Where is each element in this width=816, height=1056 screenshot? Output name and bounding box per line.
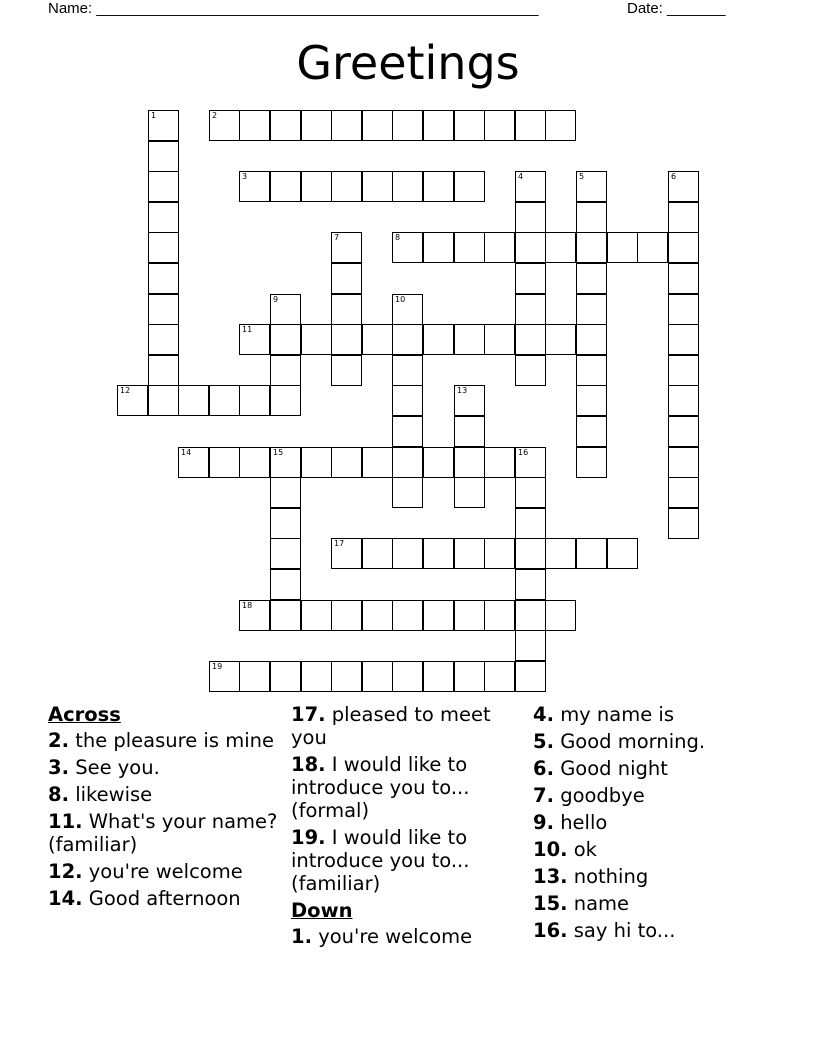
grid-cell[interactable] [515,477,546,508]
grid-cell[interactable] [270,477,301,508]
grid-cell[interactable] [515,538,546,569]
clue-number-label: 8. [48,783,69,806]
clue-number: 9 [273,295,279,304]
clue-text: I would like to introduce you to...(familiar) [291,826,470,895]
clue-text: Good morning. [560,730,706,753]
grid-cell[interactable] [668,508,699,539]
grid-cell[interactable] [423,110,454,141]
grid-cell[interactable] [668,477,699,508]
grid-cell[interactable] [392,232,423,263]
clue-number-label: 5. [533,730,554,753]
clue-text: ok [573,838,597,861]
grid-cell[interactable] [239,324,270,355]
grid-cell[interactable] [392,538,423,569]
grid-cell[interactable] [270,569,301,600]
down-clue [533,730,769,753]
grid-cell[interactable] [607,232,638,263]
grid-cell[interactable] [607,538,638,569]
clue-text: name [573,892,630,915]
grid-cell[interactable] [362,324,393,355]
grid-cell[interactable] [178,385,209,416]
grid-cell[interactable] [392,355,423,386]
grid-cell[interactable] [270,447,301,478]
clue-number-label: 7. [533,784,554,807]
grid-cell[interactable] [576,263,607,294]
grid-cell[interactable] [668,447,699,478]
clue-number: 17 [334,539,345,548]
down-clue [533,892,769,915]
grid-cell[interactable] [515,232,546,263]
clue-text: likewise [75,783,153,806]
clue-text: you're welcome [318,925,473,948]
grid-cell[interactable] [301,324,332,355]
grid-cell[interactable] [454,110,485,141]
grid-cell[interactable] [331,447,362,478]
across-clue [48,810,284,856]
grid-cell[interactable] [392,385,423,416]
grid-cell[interactable] [454,477,485,508]
grid-cell[interactable] [239,171,270,202]
grid-cell[interactable] [148,202,179,233]
name-field-line: Name: _____________________________________________________ [48,0,539,17]
grid-cell[interactable] [668,202,699,233]
clue-number-label: 10. [533,838,568,861]
grid-cell[interactable] [148,355,179,386]
grid-cell[interactable] [148,232,179,263]
grid-cell[interactable] [392,477,423,508]
clue-number-label: 9. [533,811,554,834]
across-clue [48,729,284,752]
down-clue [533,703,769,726]
grid-cell[interactable] [454,324,485,355]
clue-number: 16 [518,448,529,457]
grid-cell[interactable] [576,171,607,202]
grid-cell[interactable] [484,600,515,631]
down-clue [533,811,769,834]
grid-cell[interactable] [668,232,699,263]
grid-cell[interactable] [331,324,362,355]
across-clue [48,783,284,806]
grid-cell[interactable] [545,232,576,263]
across-clue [48,887,284,910]
grid-cell[interactable] [270,600,301,631]
clue-number-label: 3. [48,756,69,779]
grid-cell[interactable] [576,416,607,447]
grid-cell[interactable] [545,110,576,141]
grid-cell[interactable] [362,538,393,569]
grid-cell[interactable] [270,110,301,141]
grid-cell[interactable] [515,171,546,202]
grid-cell[interactable] [148,324,179,355]
grid-cell[interactable] [209,110,240,141]
clue-number: 8 [395,233,401,242]
clue-number-label: 13. [533,865,568,888]
grid-cell[interactable] [392,110,423,141]
grid-cell[interactable] [331,110,362,141]
grid-cell[interactable] [576,232,607,263]
grid-cell[interactable] [362,171,393,202]
grid-cell[interactable] [392,447,423,478]
grid-cell[interactable] [515,508,546,539]
clue-number-label: 2. [48,729,69,752]
grid-cell[interactable] [209,447,240,478]
grid-cell[interactable] [392,171,423,202]
grid-cell[interactable] [270,171,301,202]
clue-text: What's your name? (familiar) [48,810,278,856]
across-heading: Across [48,703,121,726]
across-clue [48,860,284,883]
clue-number-label: 17. [291,703,326,726]
across-clue [291,753,527,822]
clue-text: you're welcome [88,860,243,883]
grid-cell[interactable] [484,538,515,569]
grid-cell[interactable] [576,294,607,325]
grid-cell[interactable] [148,110,179,141]
clue-text: Good night [560,757,668,780]
grid-cell[interactable] [668,294,699,325]
grid-cell[interactable] [454,232,485,263]
grid-cell[interactable] [270,661,301,692]
clue-text: goodbye [560,784,645,807]
grid-cell[interactable] [576,355,607,386]
grid-cell[interactable] [576,385,607,416]
grid-cell[interactable] [239,447,270,478]
clue-number-label: 12. [48,860,83,883]
down-clue [533,784,769,807]
grid-cell[interactable] [668,171,699,202]
clue-number-label: 6. [533,757,554,780]
clue-column-3 [533,703,769,946]
grid-cell[interactable] [454,661,485,692]
clue-text: the pleasure is mine [75,729,274,752]
grid-cell[interactable] [331,263,362,294]
grid-cell[interactable] [148,171,179,202]
down-clue [533,838,769,861]
grid-cell[interactable] [668,355,699,386]
clue-text: I would like to introduce you to...(formal) [291,753,470,822]
clue-text: say hi to... [573,919,676,942]
clue-number-label: 16. [533,919,568,942]
grid-cell[interactable] [392,416,423,447]
clue-number: 11 [242,325,253,334]
grid-cell[interactable] [331,538,362,569]
grid-cell[interactable] [668,385,699,416]
grid-cell[interactable] [515,263,546,294]
grid-cell[interactable] [515,630,546,661]
grid-cell[interactable] [362,447,393,478]
grid-cell[interactable] [270,538,301,569]
grid-cell[interactable] [209,661,240,692]
grid-cell[interactable] [668,263,699,294]
grid-cell[interactable] [576,538,607,569]
down-clue [291,925,527,948]
grid-cell[interactable] [331,355,362,386]
grid-cell[interactable] [515,661,546,692]
grid-cell[interactable] [362,110,393,141]
clue-number-label: 14. [48,887,83,910]
down-clue [533,919,769,942]
grid-cell[interactable] [331,294,362,325]
date-field-line: Date: _______ [627,0,726,17]
grid-cell[interactable] [392,661,423,692]
grid-cell[interactable] [239,600,270,631]
grid-cell[interactable] [239,110,270,141]
clue-number: 4 [518,172,524,181]
grid-cell[interactable] [392,324,423,355]
across-clue [291,703,527,749]
grid-cell[interactable] [484,324,515,355]
grid-cell[interactable] [301,171,332,202]
grid-cell[interactable] [454,447,485,478]
grid-cell[interactable] [484,110,515,141]
clue-number: 5 [579,172,585,181]
clue-text: hello [560,811,608,834]
grid-cell[interactable] [270,355,301,386]
clue-number: 1 [151,111,157,120]
grid-cell[interactable] [331,661,362,692]
clue-number-label: 11. [48,810,83,833]
grid-cell[interactable] [148,263,179,294]
down-heading: Down [291,899,353,922]
grid-cell[interactable] [515,569,546,600]
across-clue [48,756,284,779]
grid-cell[interactable] [392,600,423,631]
grid-cell[interactable] [515,447,546,478]
grid-cell[interactable] [423,171,454,202]
down-clue [533,865,769,888]
grid-cell[interactable] [423,661,454,692]
grid-cell[interactable] [301,110,332,141]
grid-cell[interactable] [545,324,576,355]
down-clue [533,757,769,780]
grid-cell[interactable] [270,294,301,325]
clue-number: 12 [120,386,131,395]
clue-text: my name is [560,703,674,726]
clue-column-2 [291,703,527,952]
grid-cell[interactable] [392,294,423,325]
grid-cell[interactable] [270,385,301,416]
grid-cell[interactable] [331,600,362,631]
grid-cell[interactable] [515,324,546,355]
grid-cell[interactable] [637,232,668,263]
grid-cell[interactable] [515,202,546,233]
grid-cell[interactable] [117,385,148,416]
grid-cell[interactable] [178,447,209,478]
grid-cell[interactable] [301,661,332,692]
grid-cell[interactable] [545,600,576,631]
grid-cell[interactable] [515,600,546,631]
grid-cell[interactable] [668,416,699,447]
grid-cell[interactable] [239,661,270,692]
grid-cell[interactable] [423,600,454,631]
clue-number: 18 [242,601,253,610]
grid-cell[interactable] [484,232,515,263]
grid-cell[interactable] [576,202,607,233]
grid-cell[interactable] [423,447,454,478]
grid-cell[interactable] [515,294,546,325]
across-clue [291,826,527,895]
clue-number-label: 18. [291,753,326,776]
clue-number-label: 15. [533,892,568,915]
grid-cell[interactable] [454,416,485,447]
grid-cell[interactable] [331,232,362,263]
grid-cell[interactable] [423,324,454,355]
grid-cell[interactable] [423,538,454,569]
grid-cell[interactable] [423,232,454,263]
grid-cell[interactable] [331,171,362,202]
grid-cell[interactable] [576,324,607,355]
grid-cell[interactable] [301,600,332,631]
clue-text: pleased to meet you [291,703,491,749]
grid-cell[interactable] [148,385,179,416]
clue-number: 13 [457,386,468,395]
grid-cell[interactable] [668,324,699,355]
grid-cell[interactable] [209,385,240,416]
grid-cell[interactable] [454,538,485,569]
grid-cell[interactable] [270,508,301,539]
grid-cell[interactable] [454,385,485,416]
grid-cell[interactable] [545,538,576,569]
clue-number: 6 [671,172,677,181]
clue-number: 3 [242,172,248,181]
clue-text: nothing [573,865,649,888]
grid-cell[interactable] [454,171,485,202]
clue-column-1 [48,703,284,914]
clue-number-label: 19. [291,826,326,849]
clue-number-label: 1. [291,925,312,948]
grid-cell[interactable] [515,355,546,386]
grid-cell[interactable] [576,447,607,478]
clue-text: Good afternoon [88,887,241,910]
grid-cell[interactable] [484,447,515,478]
grid-cell[interactable] [362,661,393,692]
grid-cell[interactable] [454,600,485,631]
clue-number: 19 [212,662,223,671]
grid-cell[interactable] [301,447,332,478]
clue-number-label: 4. [533,703,554,726]
grid-cell[interactable] [362,600,393,631]
clue-number: 15 [273,448,284,457]
grid-cell[interactable] [148,294,179,325]
clue-number: 7 [334,233,340,242]
clue-text: See you. [75,756,160,779]
grid-cell[interactable] [239,385,270,416]
grid-cell[interactable] [148,141,179,172]
clue-number: 14 [181,448,192,457]
puzzle-title: Greetings [296,36,520,90]
clue-number: 2 [212,111,218,120]
clue-number: 10 [395,295,406,304]
grid-cell[interactable] [270,324,301,355]
grid-cell[interactable] [484,661,515,692]
grid-cell[interactable] [515,110,546,141]
